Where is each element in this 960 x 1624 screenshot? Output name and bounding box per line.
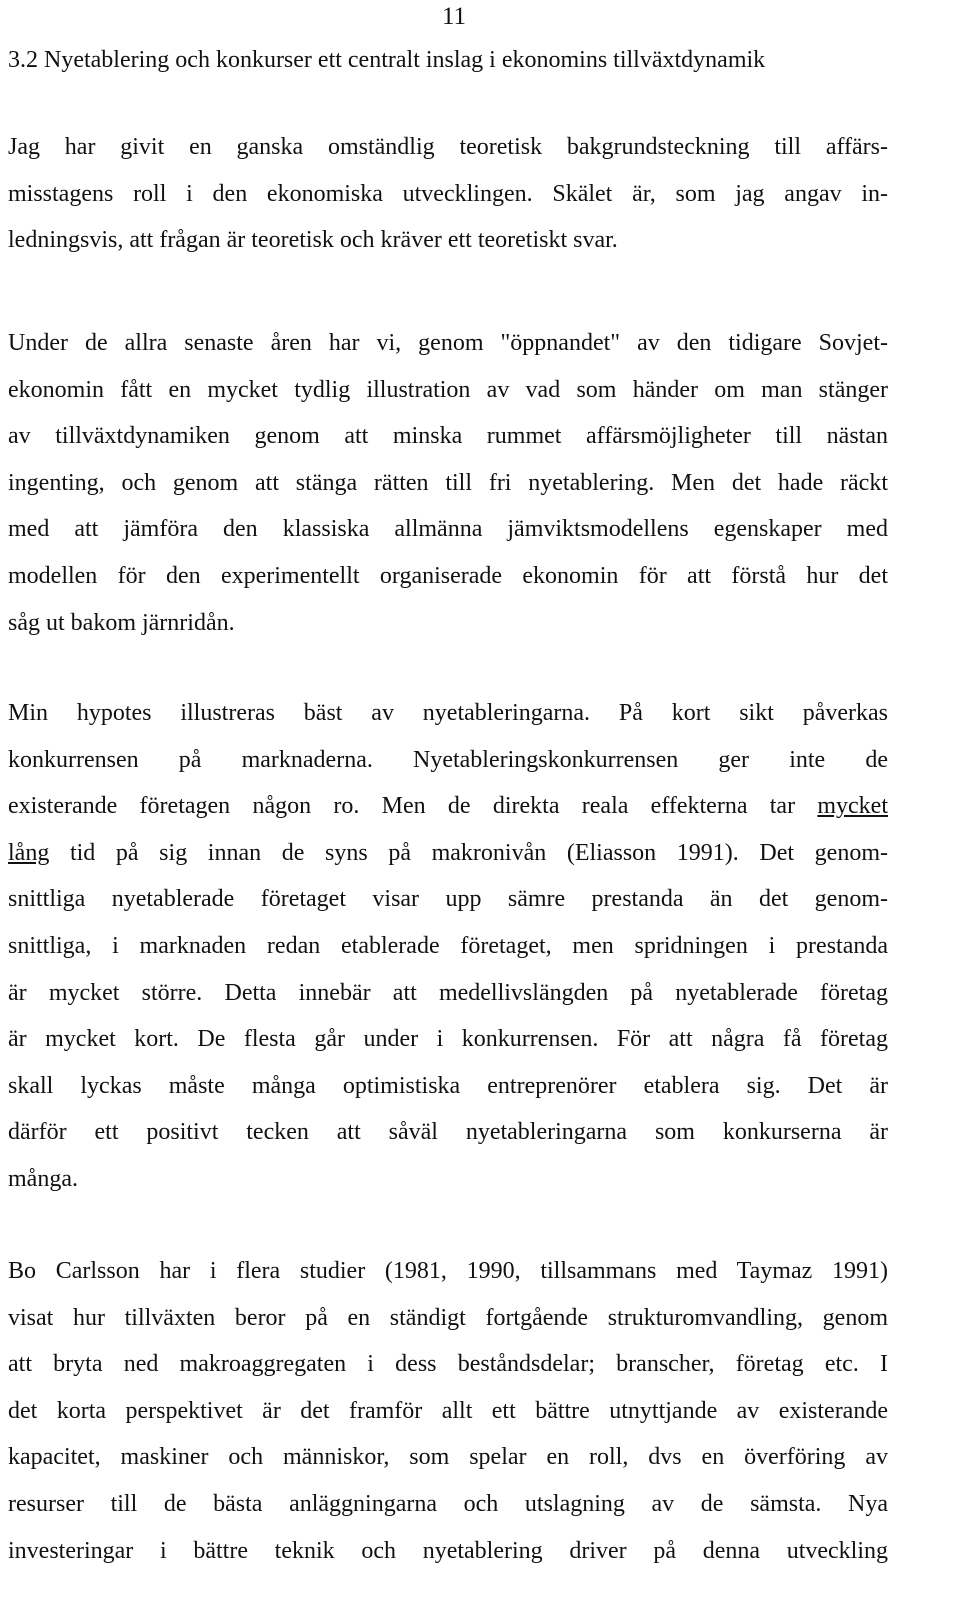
section-heading: 3.2 Nyetablering och konkurser ett centralt inslag i ekonomins tillväxtdynamik	[8, 47, 766, 73]
text-line: många.	[8, 1165, 78, 1192]
text-line: ekonomin fått en mycket tydlig illustration av vad som händer om man stänger	[8, 376, 888, 403]
underlined-text: lång	[8, 839, 50, 866]
text-line: resurser till de bästa anläggningarna och utslagning av de sämsta. Nya	[8, 1490, 888, 1517]
text-line: ingenting, och genom att stänga rätten till fri nyetablering. Men det hade räckt	[8, 469, 888, 496]
text-line: investeringar i bättre teknik och nyetablering driver på denna utveckling	[8, 1537, 888, 1564]
paragraph-3	[8, 690, 888, 1203]
text-segment: existerande företagen någon ro. Men de direkta reala effekterna tar	[8, 793, 818, 820]
text-line: av tillväxtdynamiken genom att minska rummet affärsmöjligheter till nästan	[8, 423, 888, 450]
text-line: med att jämföra den klassiska allmänna jämviktsmodellens egenskaper med	[8, 516, 888, 543]
text-line: konkurrensen på marknaderna. Nyetableringskonkurrensen ger inte de	[8, 746, 888, 773]
text-line: att bryta ned makroaggregaten i dess beståndsdelar; branscher, företag etc. I	[8, 1351, 888, 1378]
page-number: 11	[441, 3, 467, 30]
text-line: snittliga, i marknaden redan etablerade företaget, men spridningen i prestanda	[8, 932, 888, 959]
text-line: därför ett positivt tecken att såväl nyetableringarna som konkurserna är	[8, 1119, 888, 1146]
text-line: kapacitet, maskiner och människor, som spelar en roll, dvs en överföring av	[8, 1444, 888, 1471]
paragraph-1	[8, 124, 888, 264]
text-line: modellen för den experimentellt organiserade ekonomin för att förstå hur det	[8, 562, 888, 589]
paragraph-2	[8, 320, 888, 646]
text-line: ledningsvis, att frågan är teoretisk och kräver ett teoretiskt svar.	[8, 227, 618, 254]
text-line: är mycket kort. De flesta går under i konkurrensen. För att några få företag	[8, 1026, 888, 1053]
text-line: skall lyckas måste många optimistiska entreprenörer etablera sig. Det är	[8, 1072, 888, 1099]
text-line: Jag har givit en ganska omständlig teoretisk bakgrundsteckning till affärs-	[8, 134, 888, 160]
text-segment: tid på sig innan de syns på makronivån (Eliasson 1991). Det genom-	[49, 839, 888, 866]
text-line: misstagens roll i den ekonomiska utvecklingen. Skälet är, som jag angav in-	[8, 180, 888, 207]
text-line: det korta perspektivet är det framför allt ett bättre utnyttjande av existerande	[8, 1397, 888, 1424]
text-line: Bo Carlsson har i flera studier (1981, 1990, tillsammans med Taymaz 1991)	[8, 1258, 888, 1284]
text-line: visat hur tillväxten beror på en ständigt fortgående strukturomvandling, genom	[8, 1304, 888, 1331]
text-line	[8, 783, 888, 830]
text-line: såg ut bakom järnridån.	[8, 609, 235, 636]
text-line: snittliga nyetablerade företaget visar upp sämre prestanda än det genom-	[8, 886, 888, 913]
text-line: är mycket större. Detta innebär att medellivslängden på nyetablerade företag	[8, 979, 888, 1006]
underlined-text: mycket	[817, 793, 888, 820]
text-line: Min hypotes illustreras bäst av nyetableringarna. På kort sikt påverkas	[8, 700, 888, 726]
text-line	[8, 830, 888, 877]
text-line: Under de allra senaste åren har vi, genom "öppnandet" av den tidigare Sovjet-	[8, 330, 888, 356]
paragraph-4	[8, 1248, 888, 1574]
